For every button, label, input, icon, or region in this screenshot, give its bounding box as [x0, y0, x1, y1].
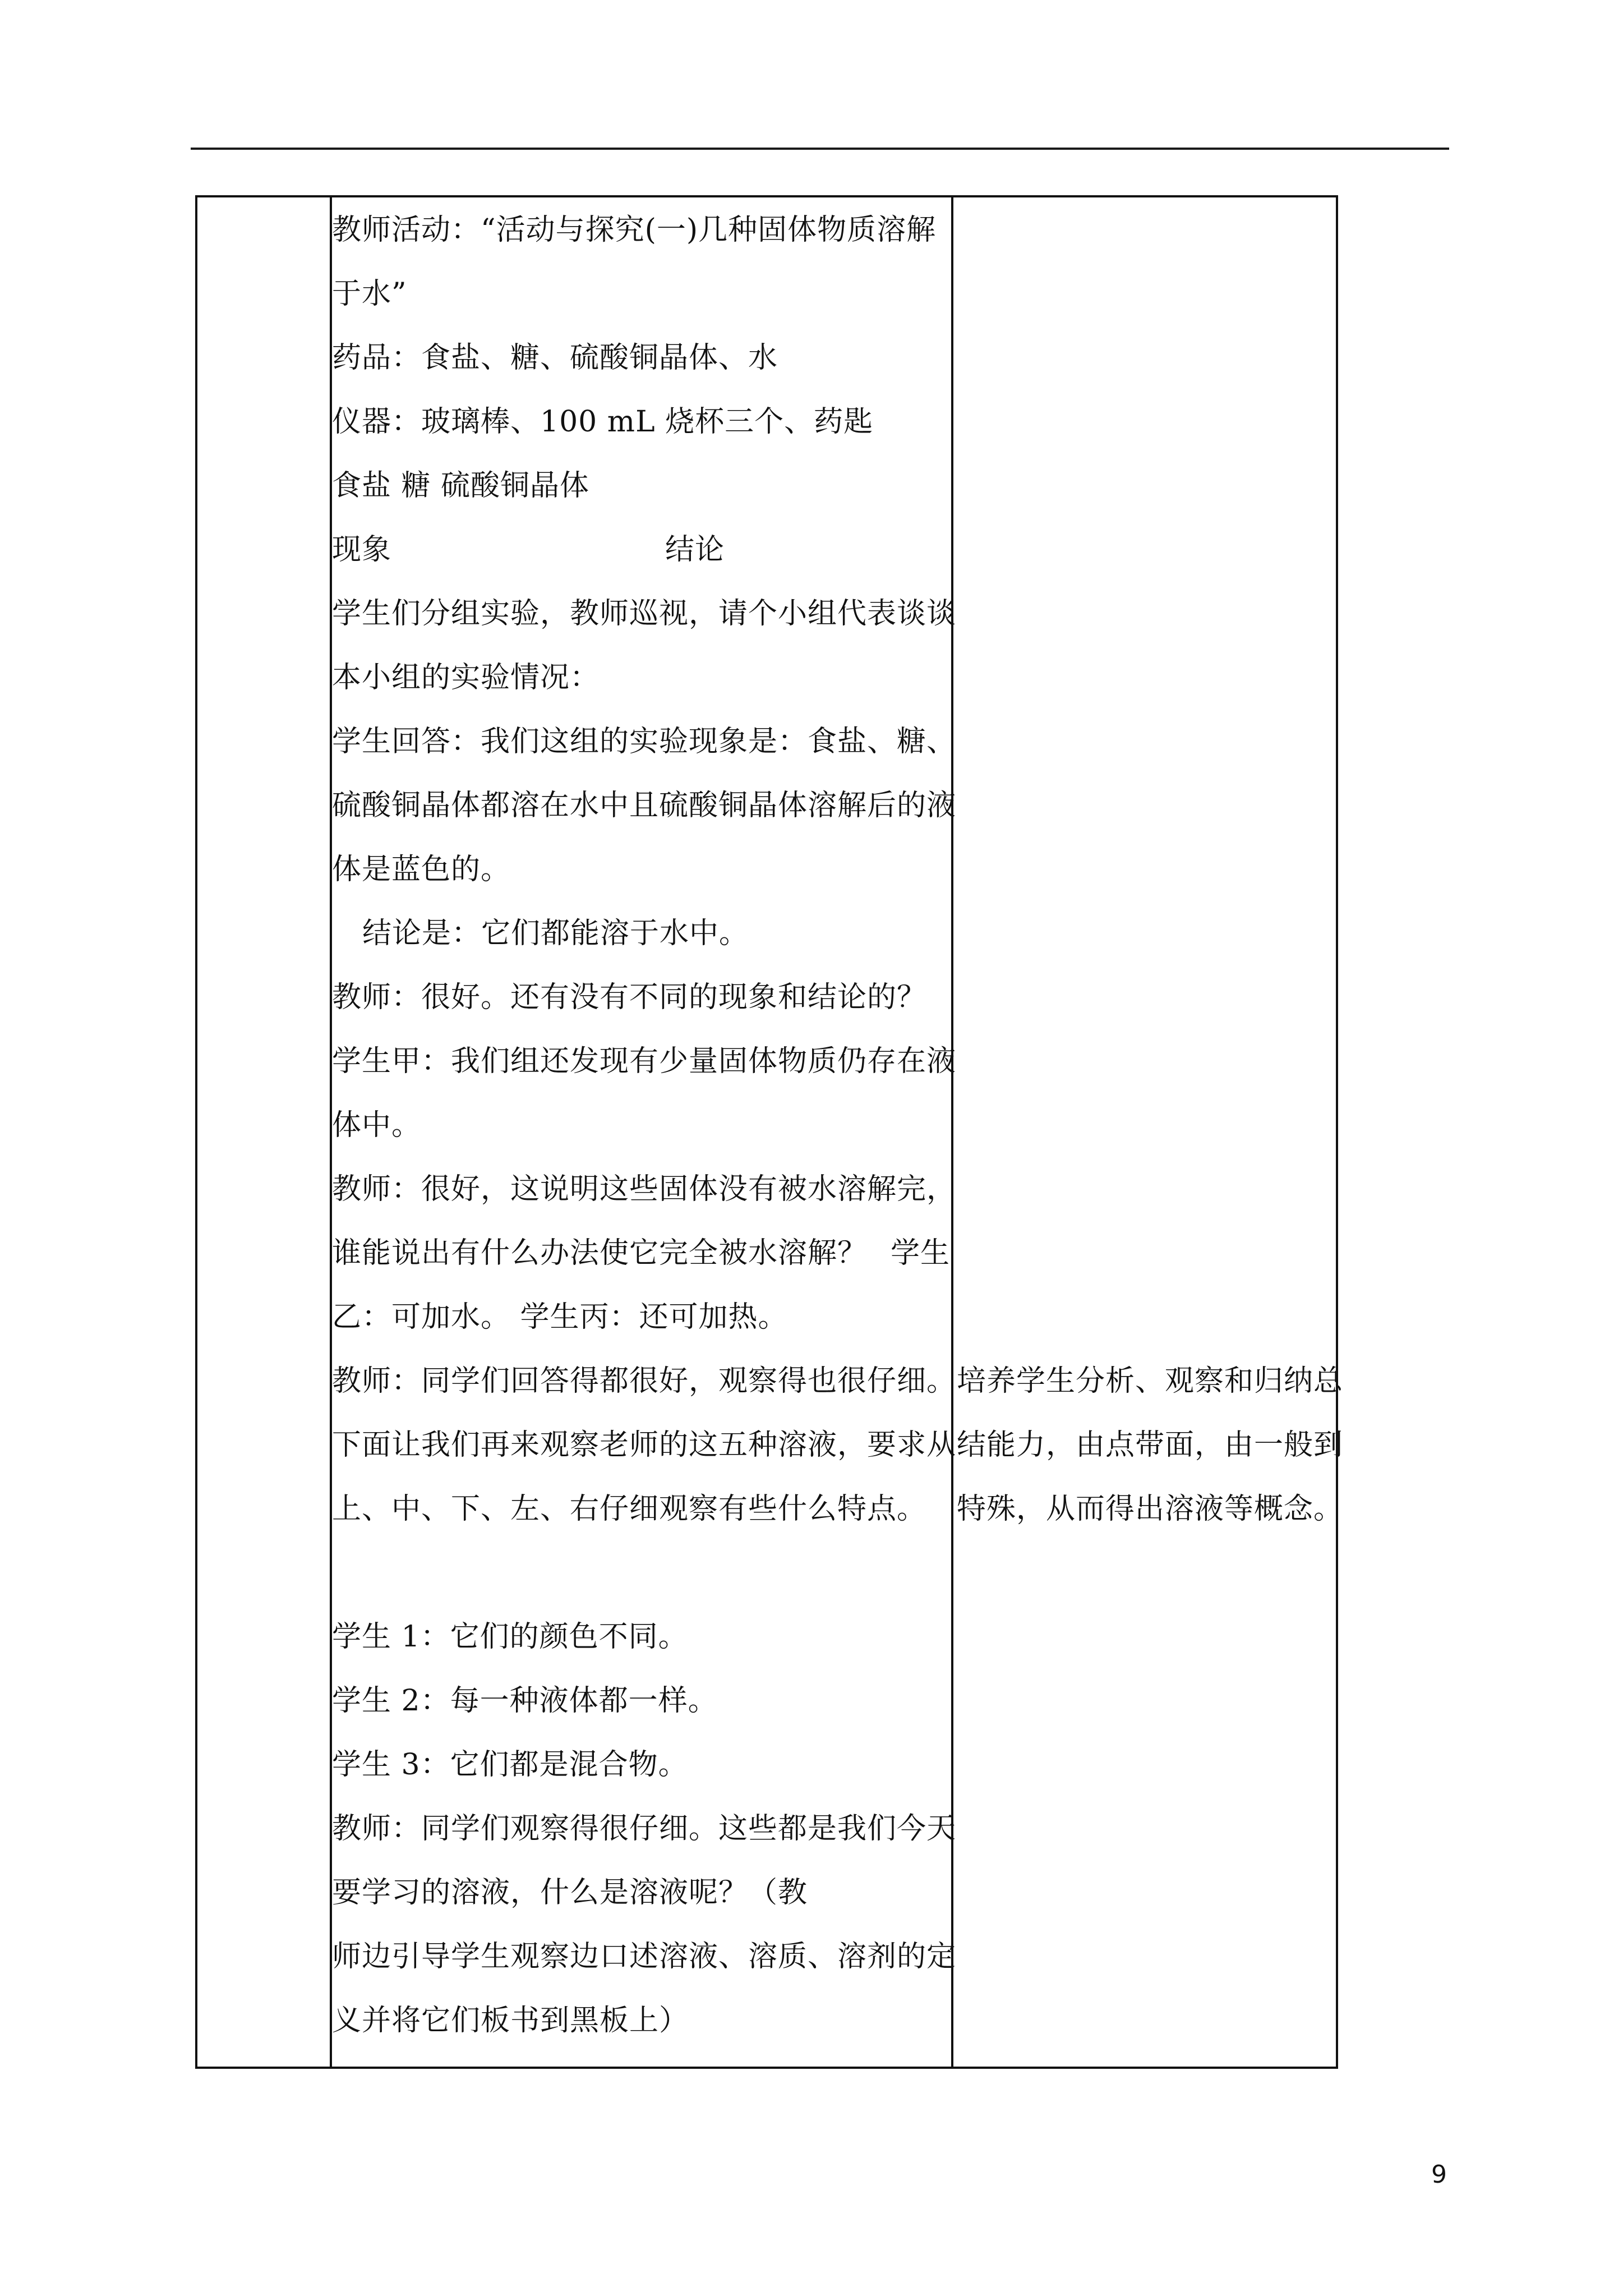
- activity-line: 教师：同学们回答得都很好，观察得也很仔细。: [332, 1364, 957, 1398]
- activity-line: 体是蓝色的。: [332, 853, 511, 886]
- activity-line: 上、中、下、左、右仔细观察有些什么特点。: [332, 1492, 927, 1526]
- activity-line: 学生 1：它们的颜色不同。: [332, 1620, 688, 1654]
- activity-line: 要学习的溶液，什么是溶液呢？（教: [332, 1876, 808, 1910]
- activity-line: 仪器：玻璃棒、100 mL 烧杯三个、药匙: [332, 405, 874, 439]
- activity-line: 乙：可加水。 学生丙：还可加热。: [332, 1300, 788, 1334]
- activity-line: 本小组的实验情况：: [332, 661, 600, 694]
- activity-line: 义并将它们板书到黑板上）: [332, 2004, 689, 2037]
- activity-line: 教师：同学们观察得很仔细。这些都是我们今天: [332, 1812, 957, 1846]
- design-intent-cell: [953, 197, 1344, 2067]
- activity-line: 学生回答：我们这组的实验现象是：食盐、糖、: [332, 725, 957, 758]
- activity-line: 教师：很好。还有没有不同的现象和结论的？: [332, 981, 927, 1014]
- activity-line: 学生甲：我们组还发现有少量固体物质仍存在液: [332, 1045, 957, 1078]
- activity-line: 硫酸铜晶体都溶在水中且硫酸铜晶体溶解后的液: [332, 789, 957, 822]
- activity-line: 学生: [891, 1236, 951, 1270]
- activity-line: 学生们分组实验，教师巡视，请个小组代表谈谈: [332, 597, 957, 631]
- page-number: 9: [1431, 2160, 1447, 2189]
- activity-line: 谁能说出有什么办法使它完全被水溶解？: [332, 1236, 868, 1270]
- intent-line: 培养学生分析、观察和归纳总: [957, 1364, 1344, 1398]
- activity-line: 学生 3：它们都是混合物。: [332, 1748, 688, 1782]
- activity-line: 结论是：它们都能溶于水中。: [362, 917, 749, 950]
- activity-line: 下面让我们再来观察老师的这五种溶液，要求从: [332, 1428, 957, 1462]
- activity-line: 现象: [332, 533, 392, 567]
- intent-line: 特殊，从而得出溶液等概念。: [957, 1492, 1344, 1526]
- activity-line: 师边引导学生观察边口述溶液、溶质、溶剂的定: [332, 1940, 957, 1973]
- lesson-plan-table: [195, 195, 1344, 2069]
- header-rule: [191, 148, 1449, 150]
- activity-line: 教师活动：“活动与探究(一)几种固体物质溶解: [332, 213, 937, 247]
- activity-line: 于水”: [332, 277, 407, 311]
- activity-line: 体中。: [332, 1108, 422, 1142]
- activity-line: 结论: [665, 533, 725, 567]
- activity-line: 教师：很好，这说明这些固体没有被水溶解完，: [332, 1172, 957, 1206]
- activity-line: 药品：食盐、糖、硫酸铜晶体、水: [332, 341, 778, 375]
- teaching-activity-cell: [332, 197, 957, 2067]
- activity-line: 学生 2：每一种液体都一样。: [332, 1684, 718, 1718]
- activity-line: 食盐 糖 硫酸铜晶体: [332, 469, 590, 503]
- intent-line: 结能力，由点带面，由一般到: [957, 1428, 1344, 1462]
